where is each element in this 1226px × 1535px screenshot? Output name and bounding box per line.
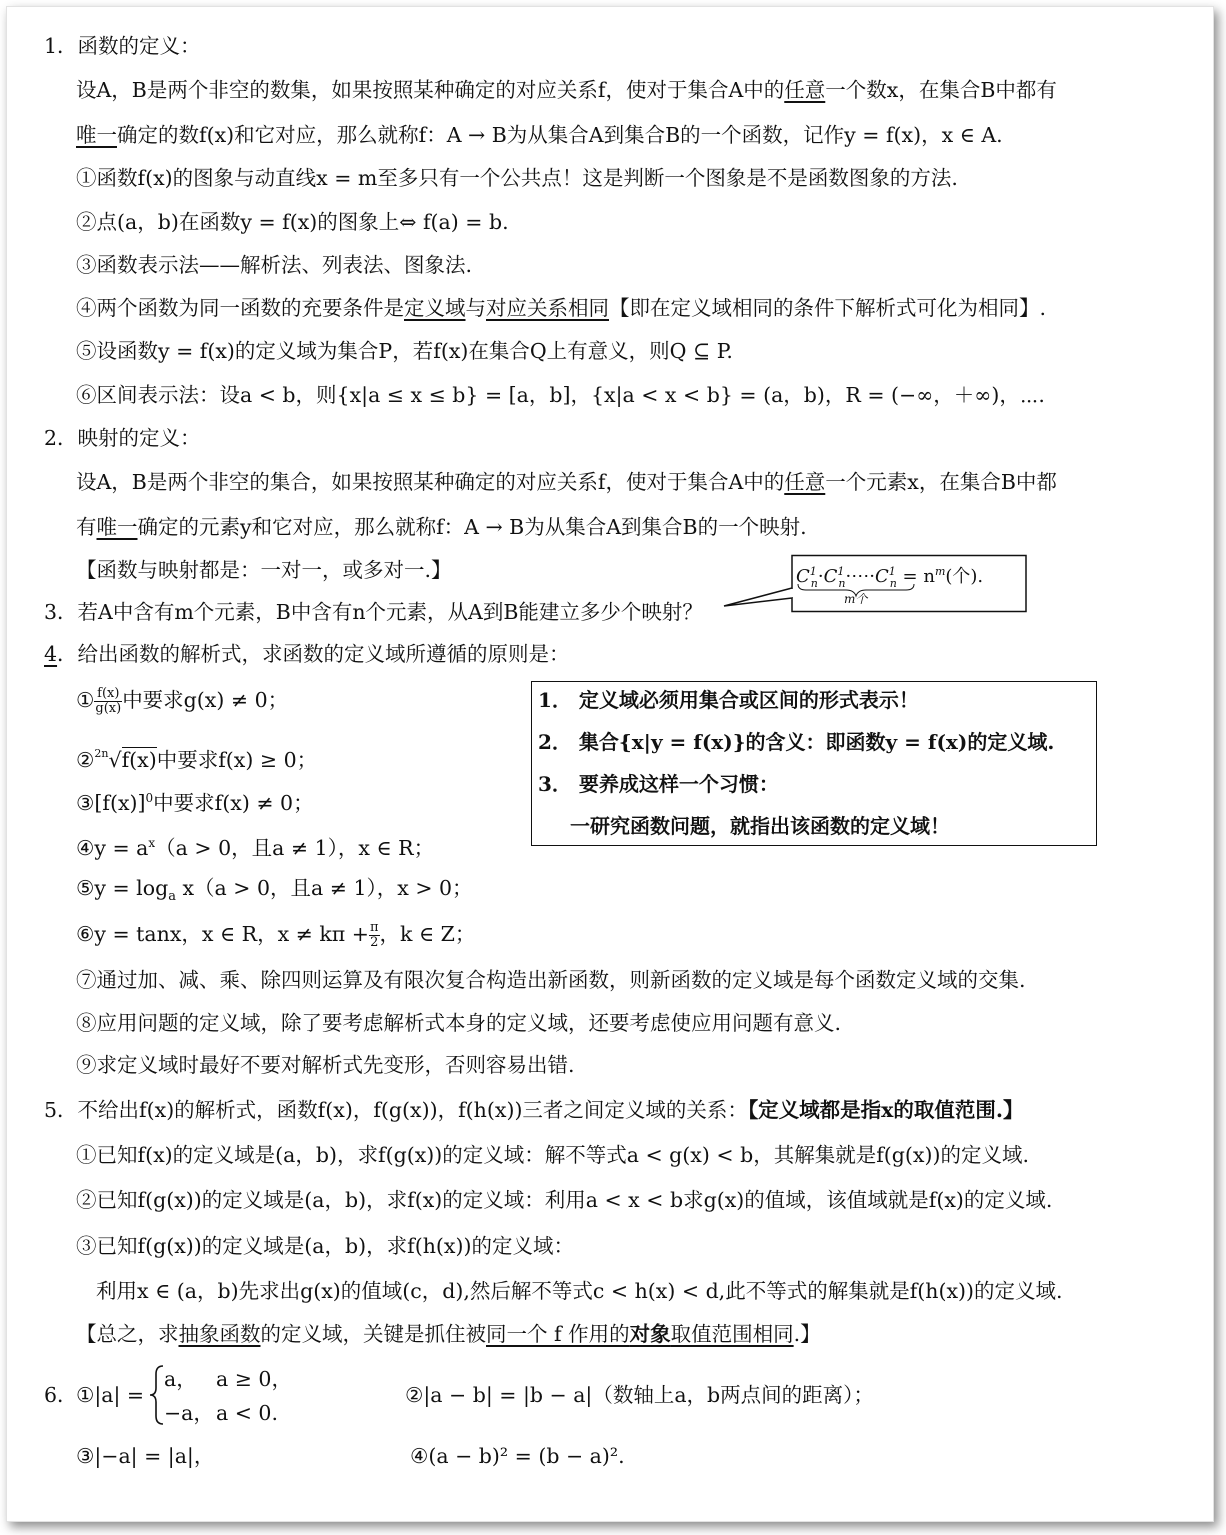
sec3-title: 3．若A中含有m个元素，B中含有n个元素，从A到B能建立多少个映射？ bbox=[44, 600, 703, 624]
case1-condition: a ≥ 0， bbox=[216, 1367, 292, 1391]
sec1-def-line1: 设A，B是两个非空的数集，如果按照某种确定的对应关系f，使对于集合A中的任意一个数x，在集合B中都有 bbox=[76, 78, 1057, 102]
callout-under-label: m个 bbox=[844, 592, 868, 606]
sec2-title: 2．映射的定义： bbox=[44, 426, 201, 450]
case2-value: −a， bbox=[164, 1401, 214, 1425]
case1-value: a， bbox=[164, 1367, 197, 1391]
sec6-num: 6． bbox=[44, 1383, 78, 1407]
sec5-point1: ①已知f(x)的定义域是(a，b)，求f(g(x))的定义域：解不等式a < g(x) < b，其解集就是f(g(x))的定义域. bbox=[76, 1143, 1029, 1167]
sec4-rule3: $③[f(x)]^0$中要求f(x) ≠ 0； bbox=[76, 790, 314, 815]
sec5-point2: ②已知f(g(x))的定义域是(a，b)，求f(x)的定义域：利用a < x < b求g(x)的值域，该值域就是f(x)的定义域. bbox=[76, 1188, 1053, 1212]
callout-formula: $C^1_n\cdot C^1_n\cdot\cdots\cdot C^1_n = n^m$(个). bbox=[796, 565, 984, 590]
sec5-title: 5．不给出f(x)的解析式，函数f(x)，f(g(x))，f(h(x))三者之间定义域的关系：【定义域都是指x的取值范围.】 bbox=[44, 1098, 1024, 1122]
fraction: $\frac{f(x)}{g(x)}$ bbox=[95, 686, 122, 716]
fraction: $\frac{\pi}{2}$ bbox=[369, 920, 379, 950]
sec2-def-line2: 有唯一确定的元素y和它对应，那么就称f：A → B为从集合A到集合B的一个映射. bbox=[76, 515, 807, 539]
sec2-note: 【函数与映射都是：一对一，或多对一.】 bbox=[76, 558, 452, 582]
case2-condition: a < 0. bbox=[216, 1401, 278, 1425]
sec1-point4: ④两个函数为同一函数的充要条件是定义域与对应关系相同【即在定义域相同的条件下解析式可化为相同】. bbox=[76, 296, 1047, 320]
sec4-rule9: ⑨求定义域时最好不要对解析式先变形，否则容易出错. bbox=[76, 1053, 575, 1077]
sec5-point4: 利用x ∈ (a，b)先求出g(x)的值域(c，d),然后解不等式c < h(x) < d,此不等式的解集就是f(h(x))的定义域. bbox=[96, 1279, 1063, 1303]
sec1-point2: ②点(a，b)在函数y = f(x)的图象上⇔ f(a) = b. bbox=[76, 210, 509, 234]
box-item-1: 1． 定义域必须用集合或区间的形式表示！ bbox=[538, 688, 919, 712]
sec4-rule8: ⑧应用问题的定义域，除了要考虑解析式本身的定义域，还要考虑使应用问题有意义. bbox=[76, 1011, 842, 1035]
sec4-rule1: ① $\frac{f(x)}{g(x)}$ 中要求g(x) ≠ 0； bbox=[76, 686, 289, 716]
sec4-title: 4．给出函数的解析式，求函数的定义域所遵循的原则是： bbox=[44, 642, 570, 666]
sec4-rule5: ⑤y = $\log_a x(a > 0$，且a ≠ 1），x > 0； bbox=[76, 876, 473, 905]
sec4-rule7: ⑦通过加、减、乘、除四则运算及有限次复合构造出新函数，则新函数的定义域是每个函数定义域的交集. bbox=[76, 968, 1026, 992]
box-item-3: 3． 要养成这样一个习惯： bbox=[538, 772, 779, 796]
sec6-point4: ④(a − b)² = (b − a)². bbox=[410, 1444, 625, 1468]
box-item-4: 一研究函数问题，就指出该函数的定义域！ bbox=[570, 814, 950, 838]
sec5-summary: 【总之，求抽象函数的定义域，关键是抓住被同一个 f 作用的对象取值范围相同.】 bbox=[76, 1322, 821, 1346]
sec1-point6: ⑥区间表示法：设a < b，则{x|a ≤ x ≤ b} = [a，b]，{x|a < x < b} = (a，b)，R = (−∞，＋∞)，⋯. bbox=[76, 383, 1045, 407]
sec1-point3: ③函数表示法——解析法、列表法、图象法. bbox=[76, 253, 473, 277]
sec6-point3: ③|−a| = |a|， bbox=[76, 1444, 215, 1468]
sec6-point2: ②|a − b| = |b − a|（数轴上a，b两点间的距离）； bbox=[405, 1383, 874, 1407]
sec4-rule6: ⑥y = tanx，x ∈ R，x ≠ kπ + $\frac{\pi}{2}$ ，k ∈ Z； bbox=[76, 920, 476, 950]
underline-unique: 唯一 bbox=[76, 123, 117, 147]
sec1-point5: ⑤设函数y = f(x)的定义域为集合P，若f(x)在集合Q上有意义，则Q ⊆ P. bbox=[76, 339, 733, 363]
sec4-rule4: ④y = $a^x(a > 0$，且a ≠ 1），x ∈ R； bbox=[76, 835, 435, 860]
sec5-point3: ③已知f(g(x))的定义域是(a，b)，求f(h(x))的定义域： bbox=[76, 1234, 574, 1258]
sec1-def-line2: 唯一确定的数f(x)和它对应，那么就称f：A → B为从集合A到集合B的一个函数，记作y = f(x)，x ∈ A. bbox=[76, 123, 1003, 147]
radical-sign: √ bbox=[108, 748, 122, 772]
sec2-def-line1: 设A，B是两个非空的集合，如果按照某种确定的对应关系f，使对于集合A中的任意一个元素x，在集合B中都 bbox=[76, 470, 1057, 494]
sec1-point1: ①函数f(x)的图象与动直线x = m至多只有一个公共点！这是判断一个图象是不是函数图象的方法. bbox=[76, 166, 958, 190]
box-item-2: 2． 集合{x|y = f(x)}的含义：即函数y = f(x)的定义域. bbox=[538, 730, 1055, 754]
sec1-title: 1．函数的定义： bbox=[44, 34, 201, 58]
sec4-rule2: ②$^{2n}$√f(x)中要求f(x) ≥ 0； bbox=[76, 747, 318, 772]
underline-any: 任意 bbox=[784, 78, 826, 102]
sec6-abs-lhs: ①|a| = bbox=[76, 1383, 145, 1407]
